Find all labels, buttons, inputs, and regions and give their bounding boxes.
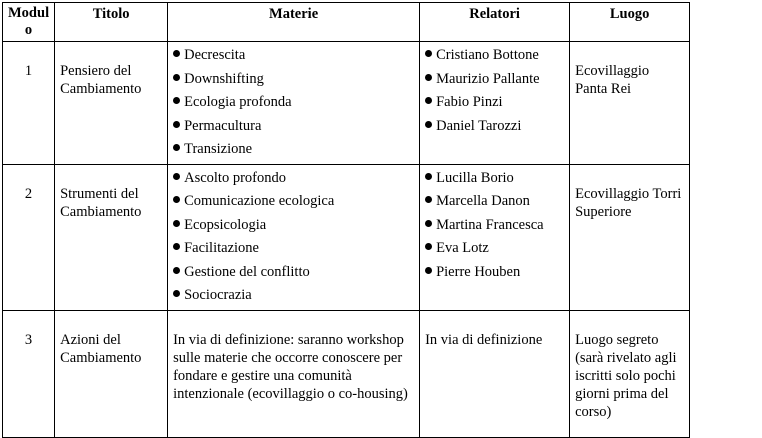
list-item: Facilitazione bbox=[173, 237, 414, 261]
list-item: Marcella Danon bbox=[425, 190, 564, 214]
titolo-cell: Strumenti del Cambiamento bbox=[55, 164, 168, 310]
bullet-icon bbox=[425, 173, 432, 180]
list-item: Martina Francesca bbox=[425, 214, 564, 238]
header-row bbox=[3, 3, 690, 42]
relatori-list bbox=[425, 167, 564, 285]
bullet-icon bbox=[173, 173, 180, 180]
bullet-icon bbox=[173, 74, 180, 81]
schedule-table bbox=[2, 2, 690, 438]
luogo-cell: Luogo segreto (sarà rivelato agli iscritti solo pochi giorni prima del corso) bbox=[570, 310, 690, 437]
list-item: Maurizio Pallante bbox=[425, 68, 564, 92]
list-item: Transizione bbox=[173, 138, 414, 162]
bullet-icon bbox=[173, 220, 180, 227]
list-item: Sociocrazia bbox=[173, 284, 414, 308]
list-item: Eva Lotz bbox=[425, 237, 564, 261]
materie-cell bbox=[168, 164, 420, 310]
modulo-cell: 3 bbox=[3, 310, 55, 437]
bullet-icon bbox=[425, 196, 432, 203]
header-luogo: Luogo bbox=[570, 3, 690, 42]
luogo-cell: Ecovillaggio Panta Rei bbox=[570, 42, 690, 165]
bullet-icon bbox=[173, 243, 180, 250]
materie-list bbox=[173, 44, 414, 162]
list-item: Downshifting bbox=[173, 68, 414, 92]
materie-list bbox=[173, 167, 414, 308]
list-item: Permacultura bbox=[173, 115, 414, 139]
relatori-list bbox=[425, 44, 564, 138]
table-row bbox=[3, 164, 690, 310]
modulo-cell: 2 bbox=[3, 164, 55, 310]
bullet-icon bbox=[425, 74, 432, 81]
list-item: Comunicazione ecologica bbox=[173, 190, 414, 214]
header-modulo: Modul o bbox=[3, 3, 55, 42]
relatori-cell bbox=[420, 164, 570, 310]
list-item: Ecologia profonda bbox=[173, 91, 414, 115]
bullet-icon bbox=[173, 196, 180, 203]
list-item: Fabio Pinzi bbox=[425, 91, 564, 115]
table-row bbox=[3, 310, 690, 437]
list-item: Decrescita bbox=[173, 44, 414, 68]
titolo-cell: Pensiero del Cambiamento bbox=[55, 42, 168, 165]
header-materie: Materie bbox=[168, 3, 420, 42]
materie-cell: In via di definizione: saranno workshop sulle materie che occorre conoscere per fondare e gestire una comunità intenzionale (ecovillaggio o co-housing) bbox=[168, 310, 420, 437]
relatori-cell bbox=[420, 42, 570, 165]
list-item: Pierre Houben bbox=[425, 261, 564, 285]
bullet-icon bbox=[425, 50, 432, 57]
bullet-icon bbox=[173, 50, 180, 57]
bullet-icon bbox=[425, 267, 432, 274]
bullet-icon bbox=[425, 243, 432, 250]
bullet-icon bbox=[173, 267, 180, 274]
list-item: Gestione del conflitto bbox=[173, 261, 414, 285]
list-item: Lucilla Borio bbox=[425, 167, 564, 191]
bullet-icon bbox=[173, 121, 180, 128]
header-relatori: Relatori bbox=[420, 3, 570, 42]
bullet-icon bbox=[425, 121, 432, 128]
materie-cell bbox=[168, 42, 420, 165]
list-item: Ascolto profondo bbox=[173, 167, 414, 191]
table-row bbox=[3, 42, 690, 165]
bullet-icon bbox=[425, 220, 432, 227]
list-item: Cristiano Bottone bbox=[425, 44, 564, 68]
relatori-cell: In via di definizione bbox=[420, 310, 570, 437]
list-item: Daniel Tarozzi bbox=[425, 115, 564, 139]
list-item: Ecopsicologia bbox=[173, 214, 414, 238]
modulo-cell: 1 bbox=[3, 42, 55, 165]
bullet-icon bbox=[425, 97, 432, 104]
bullet-icon bbox=[173, 290, 180, 297]
bullet-icon bbox=[173, 97, 180, 104]
luogo-cell: Ecovillaggio Torri Superiore bbox=[570, 164, 690, 310]
header-titolo: Titolo bbox=[55, 3, 168, 42]
titolo-cell: Azioni del Cambiamento bbox=[55, 310, 168, 437]
bullet-icon bbox=[173, 144, 180, 151]
